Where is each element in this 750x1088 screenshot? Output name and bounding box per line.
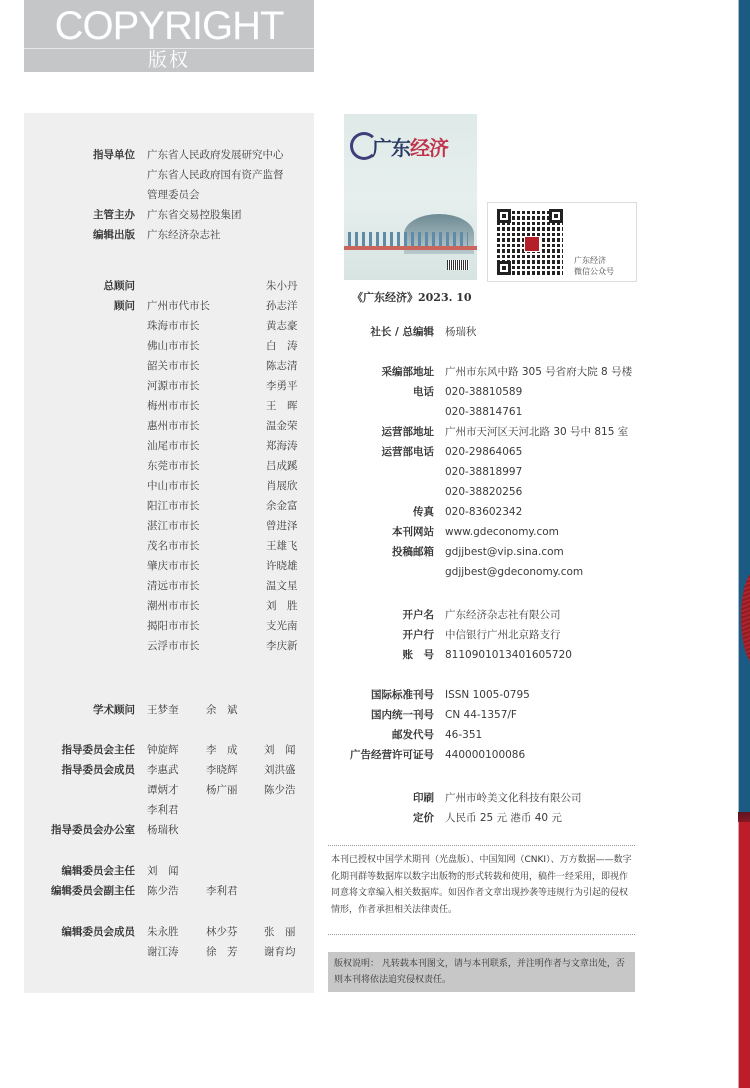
member-name: 李利君 [206,885,238,897]
advisor-name: 王雄飞 [266,540,298,552]
qr-code-icon[interactable] [497,209,563,275]
publisher-info-section [328,325,668,825]
sponsor-value: 管理委员会 [147,189,200,201]
operations-phone-label: 运营部电话 [381,446,434,458]
chief-advisor-label: 总顾问 [103,280,135,292]
publisher-value: 广东经济杂志社 [147,229,221,241]
price-label: 定价 [413,812,434,824]
sponsors-section [24,148,314,248]
committee-label: 指导委员会成员 [61,764,135,776]
member-name: 林少芬 [206,926,238,938]
advisor-title: 中山市市长 [147,480,200,492]
operations-phone-value: 020-29864065 [445,446,523,458]
committees-section [24,703,314,963]
member-name: 刘 闻 [264,744,296,756]
member-name: 谢育均 [264,946,296,958]
member-name: 杨瑞秋 [147,824,179,836]
price-value: 人民币 25 元 港币 40 元 [445,812,562,824]
sponsor-value: 广东省人民政府发展研究中心 [147,149,284,161]
advisor-title: 湛江市市长 [147,520,200,532]
advisor-title: 珠海市市长 [147,320,200,332]
committee-label: 编辑委员会副主任 [51,885,135,897]
advisor-name: 肖展欣 [266,480,298,492]
qr-finder-icon [497,261,511,275]
advisor-title: 茂名市市长 [147,540,200,552]
account-number-value: 8110901013401605720 [445,649,572,661]
advisor-title: 佛山市市长 [147,340,200,352]
advisor-name: 李庆新 [266,640,298,652]
member-name: 王梦奎 [147,704,179,716]
advisor-title: 梅州市市长 [147,400,200,412]
sponsor-label: 指导单位 [93,149,135,161]
operations-address-value: 广州市天河区天河北路 30 号中 815 室 [445,426,629,438]
director-label: 社长 / 总编辑 [370,326,434,338]
printer-label: 印刷 [413,792,434,804]
qr-caption-line2: 微信公众号 [574,267,614,276]
advisor-title: 云浮市市长 [147,640,200,652]
member-name: 陈少浩 [147,885,179,897]
cover-caption: 《广东经济》2023. 10 [352,291,472,304]
advisor-title: 惠州市市长 [147,420,200,432]
member-name: 钟旋辉 [147,744,179,756]
website-label: 本刊网站 [392,526,434,538]
advisor-name: 李勇平 [266,380,298,392]
operations-phone-value: 020-38820256 [445,486,523,498]
advisor-name: 余金富 [266,500,298,512]
member-name: 杨广丽 [206,784,238,796]
magazine-cover-image [344,114,477,280]
advisor-name: 孙志洋 [266,300,298,312]
ad-license-label: 广告经营许可证号 [350,749,434,761]
member-name: 张 丽 [264,926,296,938]
advisor-title: 清远市市长 [147,580,200,592]
advisor-name: 白 涛 [266,340,298,352]
advisor-name: 王 晖 [266,400,298,412]
database-disclaimer: 本刊已授权中国学术期刊（光盘版）、中国知网（CNKI）、万方数据——数字化期刊群等数据库以数字出版物的形式转载和使用，稿件一经采用，即视作同意将文章编入相关数据库。如因作者文章出现抄袭等违规行为引起的侵权情形，作者承担相关法律责任。 [328,845,635,935]
cover-title: 广东经济 [372,136,448,160]
advisor-name: 黄志豪 [266,320,298,332]
cn-value: CN 44-1357/F [445,709,517,721]
header-title: COPYRIGHT [54,4,284,48]
member-name: 李利君 [147,804,179,816]
committee-label: 编辑委员会主任 [61,865,135,877]
issn-label: 国际标准刊号 [371,689,434,701]
advisor-name: 许晓雄 [266,560,298,572]
advisor-name: 吕成蹊 [266,460,298,472]
cn-label: 国内统一刊号 [371,709,434,721]
phone-label: 电话 [413,386,434,398]
member-name: 李晓辉 [206,764,238,776]
advisor-name: 支光南 [266,620,298,632]
editorial-address-label: 采编部地址 [381,366,434,378]
operations-phone-value: 020-38818997 [445,466,523,478]
advisor-title: 阳江市市长 [147,500,200,512]
advisor-name: 郑海涛 [266,440,298,452]
member-name: 刘洪盛 [264,764,296,776]
advisor-name: 陈志清 [266,360,298,372]
issn-value: ISSN 1005-0795 [445,689,530,701]
submission-email-label: 投稿邮箱 [392,546,434,558]
advisor-title: 肇庆市市长 [147,560,200,572]
account-number-label: 账 号 [402,649,434,661]
advisor-title: 韶关市市长 [147,360,200,372]
advisor-title: 东莞市市长 [147,460,200,472]
operations-address-label: 运营部地址 [381,426,434,438]
qr-finder-icon [549,209,563,223]
advisors-label: 顾问 [114,300,135,312]
advisors-section [24,279,314,659]
committee-label: 学术顾问 [93,704,135,716]
postal-code-value: 46-351 [445,729,483,741]
advisor-title: 汕尾市市长 [147,440,200,452]
fax-label: 传真 [413,506,434,518]
qr-finder-icon [497,209,511,223]
copyright-notice: 版权说明： 凡转载本刊图文，请与本刊联系，并注明作者与文章出处，否则本刊将依法追究侵权责任。 [328,952,635,992]
chief-advisor-name: 朱小丹 [266,280,298,292]
postal-code-label: 邮发代号 [392,729,434,741]
advisor-name: 温文星 [266,580,298,592]
member-name: 徐 芳 [206,946,238,958]
advisor-name: 温金荣 [266,420,298,432]
editorial-address-value: 广州市东风中路 305 号省府大院 8 号楼 [445,366,633,378]
qr-logo-icon [524,236,540,252]
member-name: 刘 闻 [147,865,179,877]
committee-label: 指导委员会主任 [61,744,135,756]
email-link[interactable]: gdjjbest@gdeconomy.com [445,566,584,578]
member-name: 朱永胜 [147,926,179,938]
advisor-title: 河源市市长 [147,380,200,392]
barcode-icon [447,260,469,270]
copyright-header [24,0,314,72]
member-name: 余 斌 [206,704,238,716]
website-link[interactable]: www.gdeconomy.com [445,526,559,538]
publisher-label: 编辑出版 [93,229,135,241]
cover-skyline-illustration [348,232,468,246]
cover-band [344,246,477,250]
member-name: 李惠武 [147,764,179,776]
member-name: 谭炳才 [147,784,179,796]
bank-value: 中信银行广州北京路支行 [445,629,561,641]
advisor-title: 广州市代市长 [147,300,210,312]
phone-value: 020-38810589 [445,386,523,398]
header-subtitle: 版权 [147,49,190,71]
fax-value: 020-83602342 [445,506,523,518]
member-name: 谢江涛 [147,946,179,958]
director-value: 杨瑞秋 [445,326,477,338]
committee-label: 指导委员会办公室 [51,824,135,836]
account-name-value: 广东经济杂志社有限公司 [445,609,561,621]
phone-value: 020-38814761 [445,406,523,418]
member-name: 李 成 [206,744,238,756]
advisor-title: 揭阳市市长 [147,620,200,632]
supervisor-value: 广东省交易控股集团 [147,209,242,221]
bank-label: 开户行 [402,629,434,641]
sponsor-value: 广东省人民政府国有资产监督 [147,169,284,181]
edge-strip-red [738,822,750,1088]
supervisor-label: 主管主办 [93,209,135,221]
account-name-label: 开户名 [402,609,434,621]
email-link[interactable]: gdjjbest@vip.sina.com [445,546,564,558]
advisor-name: 曾进泽 [266,520,298,532]
wechat-qr-card [487,202,637,282]
committee-label: 编辑委员会成员 [61,926,135,938]
advisor-title: 潮州市市长 [147,600,200,612]
printer-value: 广州市岭美文化科技有限公司 [445,792,582,804]
qr-caption [574,255,614,277]
qr-caption-line1: 广东经济 [574,256,606,265]
advisor-name: 刘 胜 [266,600,298,612]
ad-license-value: 440000100086 [445,749,526,761]
member-name: 陈少浩 [264,784,296,796]
